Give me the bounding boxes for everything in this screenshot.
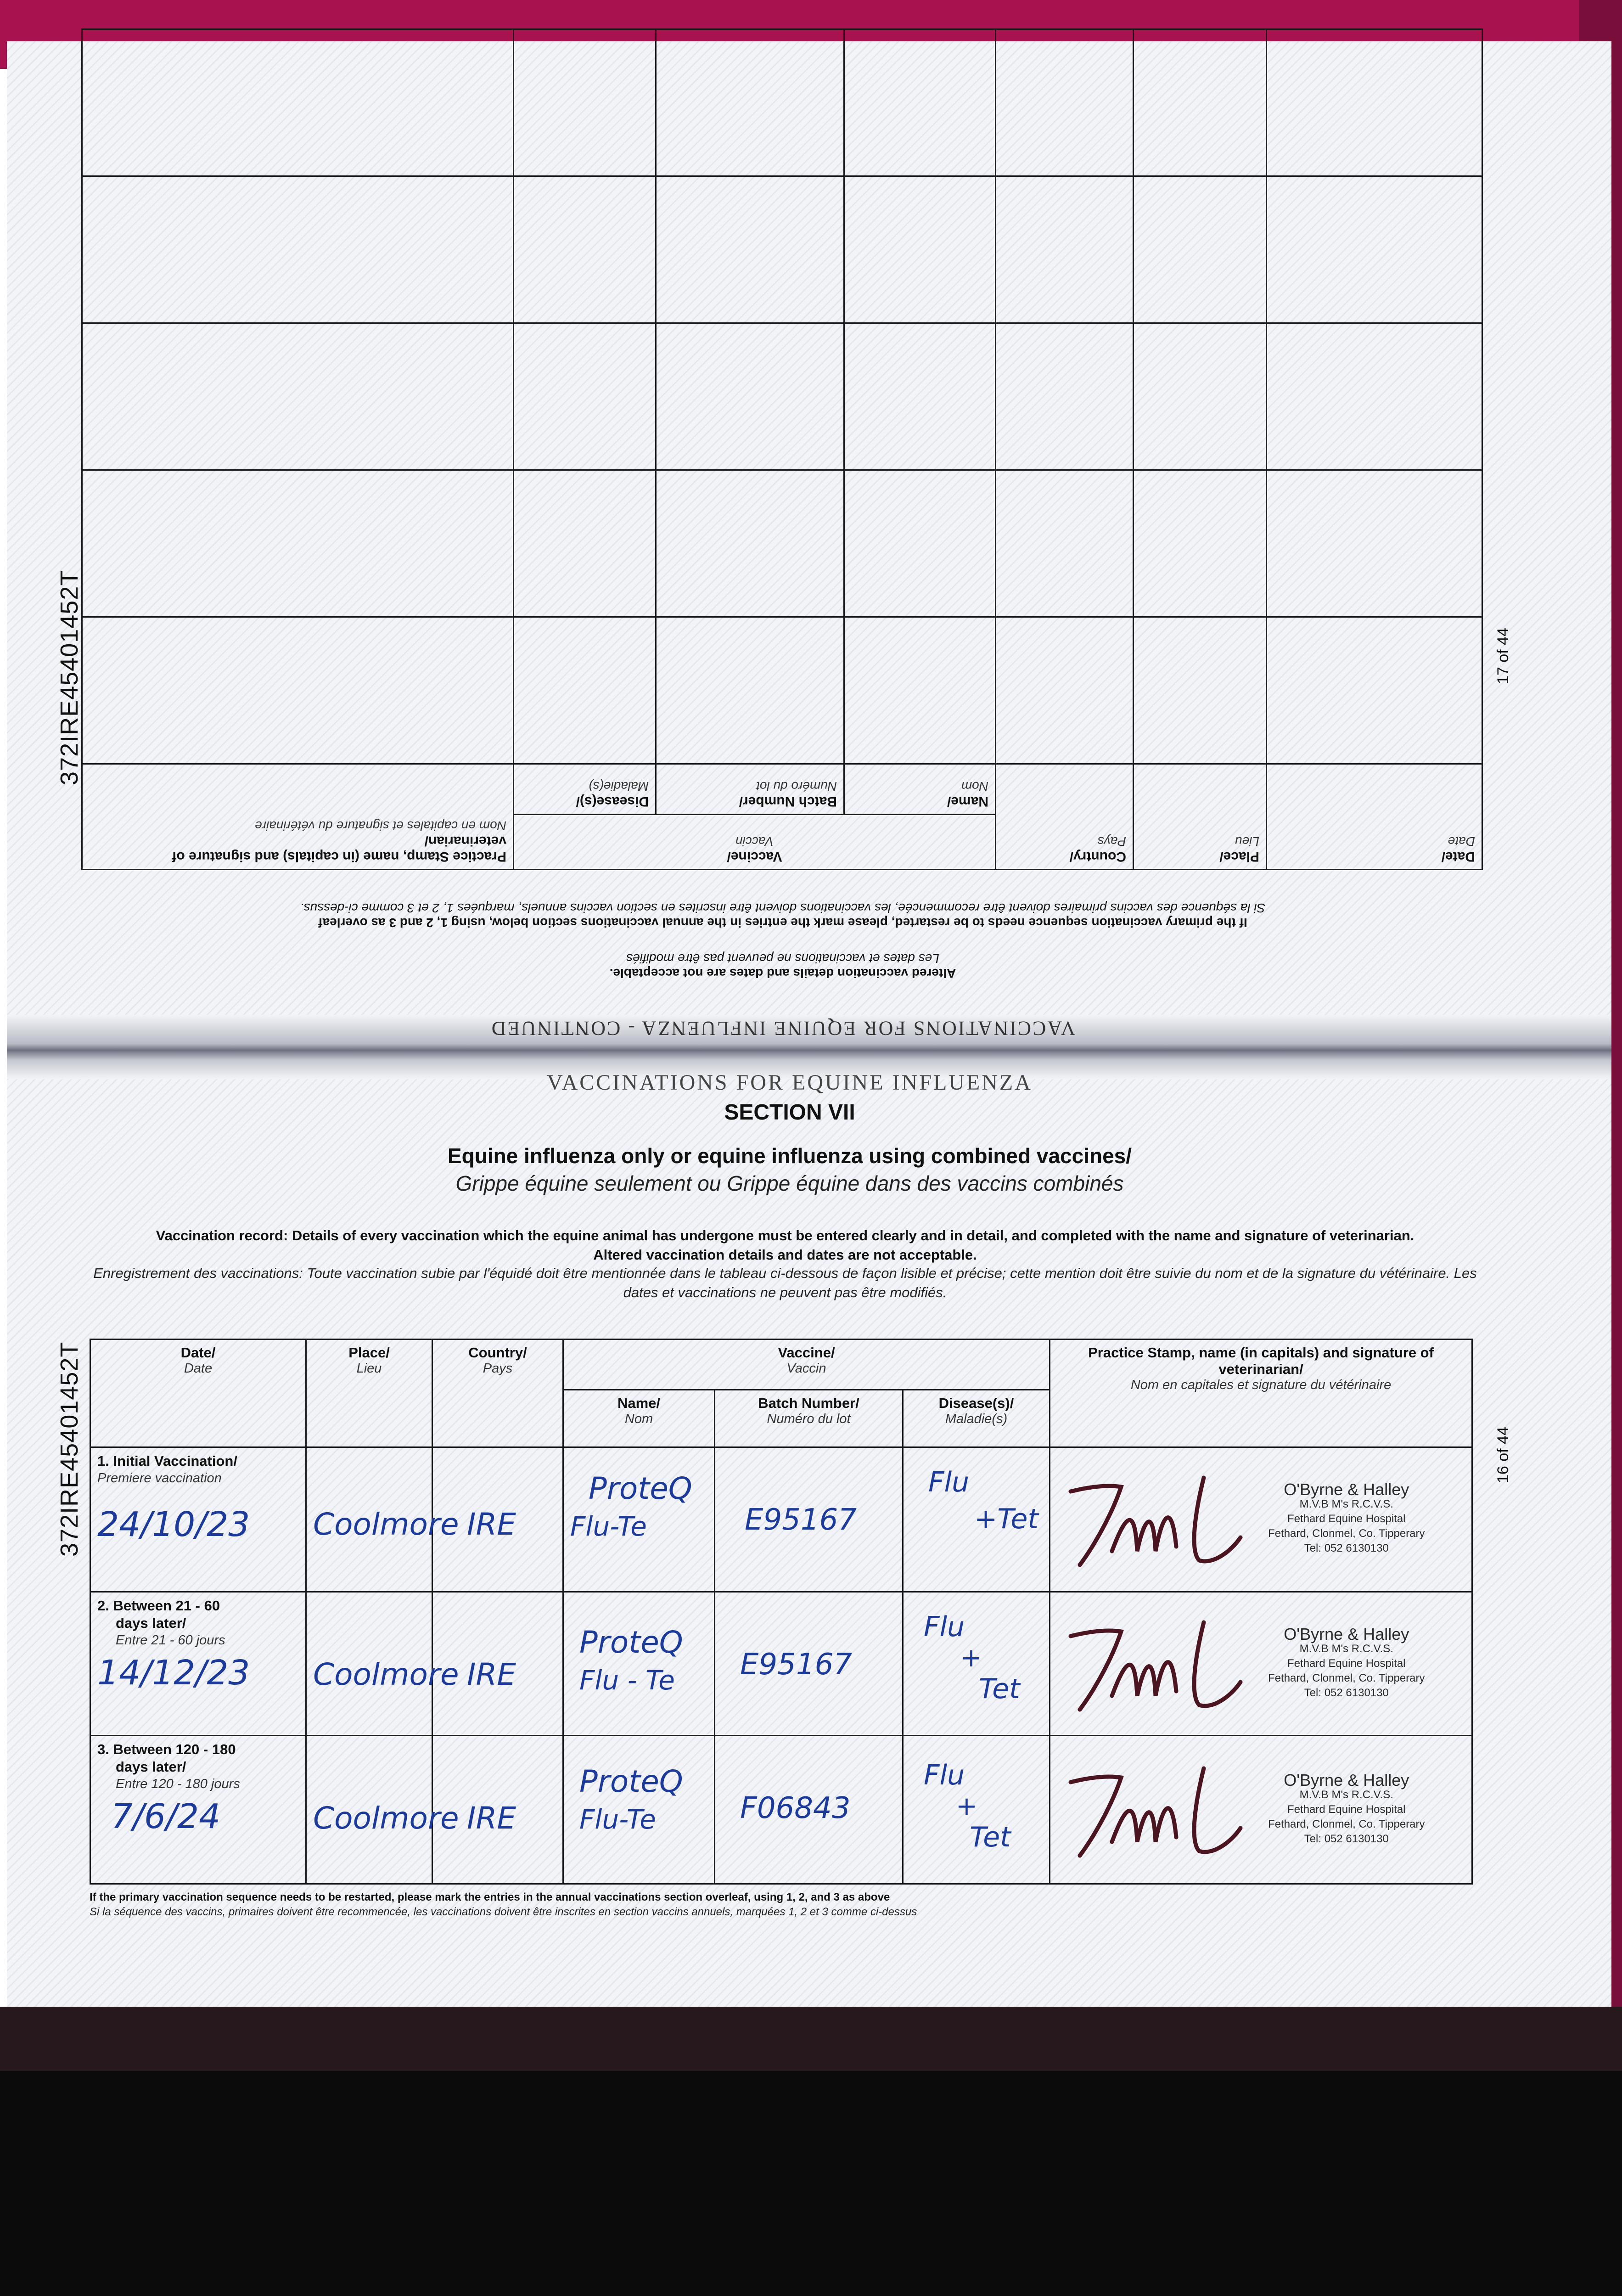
page-number-16: 16 of 44 [1494, 1427, 1512, 1483]
row-name-cell [563, 1736, 715, 1884]
record-instructions-line-2: Altered vaccination details and dates are not acceptable. [593, 1247, 977, 1263]
upper-page-title: VACCINATIONS FOR EQUINE INFLUENZA - CONTINUED [490, 1017, 1076, 1040]
upper-header-country: Country/ Pays [996, 764, 1134, 870]
vaccination-country: IRE [467, 1507, 516, 1542]
row-stamp-cell [1050, 1592, 1472, 1736]
vaccination-country: IRE [467, 1657, 516, 1692]
row-batch-cell [715, 1592, 903, 1736]
vaccination-date: 14/12/23 [97, 1653, 250, 1693]
header-vaccine: Vaccine/ Vaccin [563, 1339, 1050, 1390]
header-date: Date/ Date [90, 1339, 306, 1447]
upper-empty-row [82, 617, 1482, 764]
upper-empty-row [82, 29, 1482, 176]
vet-signature [1057, 1750, 1250, 1869]
row-label-fr: Premiere vaccination [97, 1471, 222, 1486]
vaccine-name-line-2: Flu-Te [570, 1511, 647, 1542]
row-date-cell [90, 1447, 306, 1592]
row-disease-cell [903, 1447, 1050, 1592]
row-name-cell [563, 1592, 715, 1736]
row-date-cell [90, 1592, 306, 1736]
header-batch: Batch Number/ Numéro du lot [715, 1390, 903, 1447]
row-place-cell [306, 1592, 459, 1736]
upper-header-vaccine: Vaccine/ Vaccin [513, 815, 995, 870]
vaccine-name: ProteQ [589, 1471, 692, 1506]
row-label: 2. Between 21 - 60 [97, 1598, 220, 1614]
vet-signature [1057, 1604, 1250, 1723]
vaccination-date: 24/10/23 [97, 1505, 250, 1544]
batch-number: F06843 [740, 1791, 851, 1825]
disease-plus: + [956, 1791, 977, 1821]
vet-signature [1057, 1459, 1250, 1579]
section-subtitle-fr: Grippe équine seulement ou Grippe équine dans des vaccins combinés [455, 1171, 1124, 1195]
row-label-fr: Entre 21 - 60 jours [116, 1633, 225, 1648]
header-disease: Disease(s)/ Maladie(s) [903, 1390, 1050, 1447]
row-place-cell [306, 1447, 459, 1592]
passport-id-lower: 372IRE45401452T [56, 1341, 83, 1557]
practice-stamp: O'Byrne & Halley M.V.B M's R.C.V.S. Fethard Equine Hospital Fethard, Clonmel, Co. Tipperary Tel: 052 6130130 [1268, 1625, 1425, 1699]
upper-empty-row [82, 176, 1482, 323]
disease: Flu [924, 1611, 965, 1643]
row-disease-cell [903, 1736, 1050, 1884]
section-subtitle-en: Equine influenza only or equine influenza using combined vaccines/ [447, 1144, 1132, 1168]
practice-stamp: O'Byrne & Halley M.V.B M's R.C.V.S. Fethard Equine Hospital Fethard, Clonmel, Co. Tipperary Tel: 052 6130130 [1268, 1480, 1425, 1554]
upper-header-stamp: Practice Stamp, name (in capitals) and signature of veterinarian/ Nom en capitales et signature du vétérinaire [82, 764, 513, 870]
row-label-fr: Entre 120 - 180 jours [116, 1777, 240, 1791]
row-stamp-cell [1050, 1447, 1472, 1592]
passport-id-upper: 372IRE45401452T [56, 570, 83, 785]
row-date-cell [90, 1736, 306, 1884]
header-country: Country/ Pays [432, 1339, 563, 1447]
vaccine-name-line-2: Flu-Te [579, 1804, 656, 1835]
row-disease-cell [903, 1592, 1050, 1736]
binder-cover-bottom [0, 2007, 1622, 2071]
practice-stamp: O'Byrne & Halley M.V.B M's R.C.V.S. Fethard Equine Hospital Fethard, Clonmel, Co. Tipperary Tel: 052 6130130 [1268, 1771, 1425, 1845]
disease-line-2: Tet [970, 1821, 1011, 1853]
vaccination-row [90, 1592, 1472, 1736]
row-label-line-2: days later/ [116, 1615, 186, 1631]
vaccination-row [90, 1447, 1472, 1592]
vaccine-name: ProteQ [579, 1625, 683, 1660]
upper-page-content [83, 90, 1483, 1040]
vaccination-row [90, 1736, 1472, 1884]
row-label-line-2: days later/ [116, 1759, 186, 1775]
footer-restart-en: If the primary vaccination sequence needs to be restarted, please mark the entries in the annual vaccinations section overleaf, using 1, 2, and 3 as above [90, 1891, 890, 1903]
vaccination-place: Coolmore [313, 1507, 459, 1542]
vaccination-table [90, 1339, 1473, 1885]
upper-header-name: Name/ Nom [844, 764, 996, 815]
row-name-cell [563, 1447, 715, 1592]
upper-header-date: Date/ Date [1267, 764, 1482, 870]
vaccination-place: Coolmore [313, 1801, 459, 1836]
page-number-17: 17 of 44 [1494, 628, 1512, 684]
record-instructions-en [92, 1226, 1478, 1265]
disease-line-2: Tet [979, 1673, 1020, 1705]
row-label: 1. Initial Vaccination/ [97, 1453, 237, 1469]
upper-restart-en: If the primary vaccination sequence needs to be restarted, please mark the entries in the annual vaccinations section below, using 1, 2 and 3 as overleaf [318, 916, 1247, 930]
vaccine-name-line-2: Flu - Te [579, 1665, 675, 1696]
disease-plus: + [960, 1643, 982, 1673]
row-batch-cell [715, 1736, 903, 1884]
batch-number: E95167 [740, 1648, 853, 1682]
lower-page-title: VACCINATIONS FOR EQUINE INFLUENZA [547, 1070, 1033, 1095]
upper-header-place: Place/ Lieu [1134, 764, 1267, 870]
upper-restart-fr: Si la séquence des vaccins primaires doivent être recommencée, les vaccinations doivent être inscrites en section vaccins annuels, marquées 1, 2 et 3 comme ci-dessus. [300, 901, 1266, 915]
record-instructions-fr: Enregistrement des vaccinations: Toute vaccination subie par l'équidé doit être mentionnée dans le tableau ci-dessous de façon lisible et précise; cette mention doit être suivie du nom et de la signature du vétérinaire. Les dates et vaccinations ne peuvent pas être modifiés. [93, 1265, 1477, 1300]
footer-restart-fr: Si la séquence des vaccins, primaires doivent être recommencée, les vaccinations doivent être inscrites en section vaccins annuels, marquées 1, 2 et 3 comme ci-dessus [90, 1906, 917, 1918]
upper-empty-row [82, 323, 1482, 470]
disease: Flu [928, 1466, 970, 1498]
upper-altered-en: Altered vaccination details and dates are not acceptable. [609, 966, 956, 980]
row-label: 3. Between 120 - 180 [97, 1741, 236, 1757]
vaccination-date: 7/6/24 [111, 1797, 221, 1836]
upper-altered-fr: Les dates et vaccinations ne peuvent pas être modifiés [626, 951, 939, 966]
header-place: Place/ Lieu [306, 1339, 432, 1447]
upper-header-batch: Batch Number/ Numéro du lot [656, 764, 844, 815]
vaccine-name: ProteQ [579, 1764, 683, 1799]
row-batch-cell [715, 1447, 903, 1592]
disease: Flu [924, 1759, 965, 1791]
header-stamp: Practice Stamp, name (in capitals) and signature of veterinarian/ Nom en capitales et signature du vétérinaire [1050, 1339, 1472, 1447]
batch-number: E95167 [745, 1503, 857, 1537]
section-number: SECTION VII [724, 1100, 855, 1125]
header-name: Name/ Nom [563, 1390, 715, 1447]
row-stamp-cell [1050, 1736, 1472, 1884]
row-place-cell [306, 1736, 459, 1884]
upper-header-disease: Disease(s)/ Maladie(s) [513, 764, 656, 815]
upper-empty-row [82, 470, 1482, 617]
disease-line-2: +Tet [974, 1503, 1038, 1535]
upper-vaccination-table [81, 28, 1483, 870]
record-instructions-line-1: Vaccination record: Details of every vaccination which the equine animal has undergone must be entered clearly and in detail, and completed with the name and signature of veterinarian. [156, 1227, 1414, 1244]
vaccination-place: Coolmore [313, 1657, 459, 1692]
vaccination-country: IRE [467, 1801, 516, 1836]
